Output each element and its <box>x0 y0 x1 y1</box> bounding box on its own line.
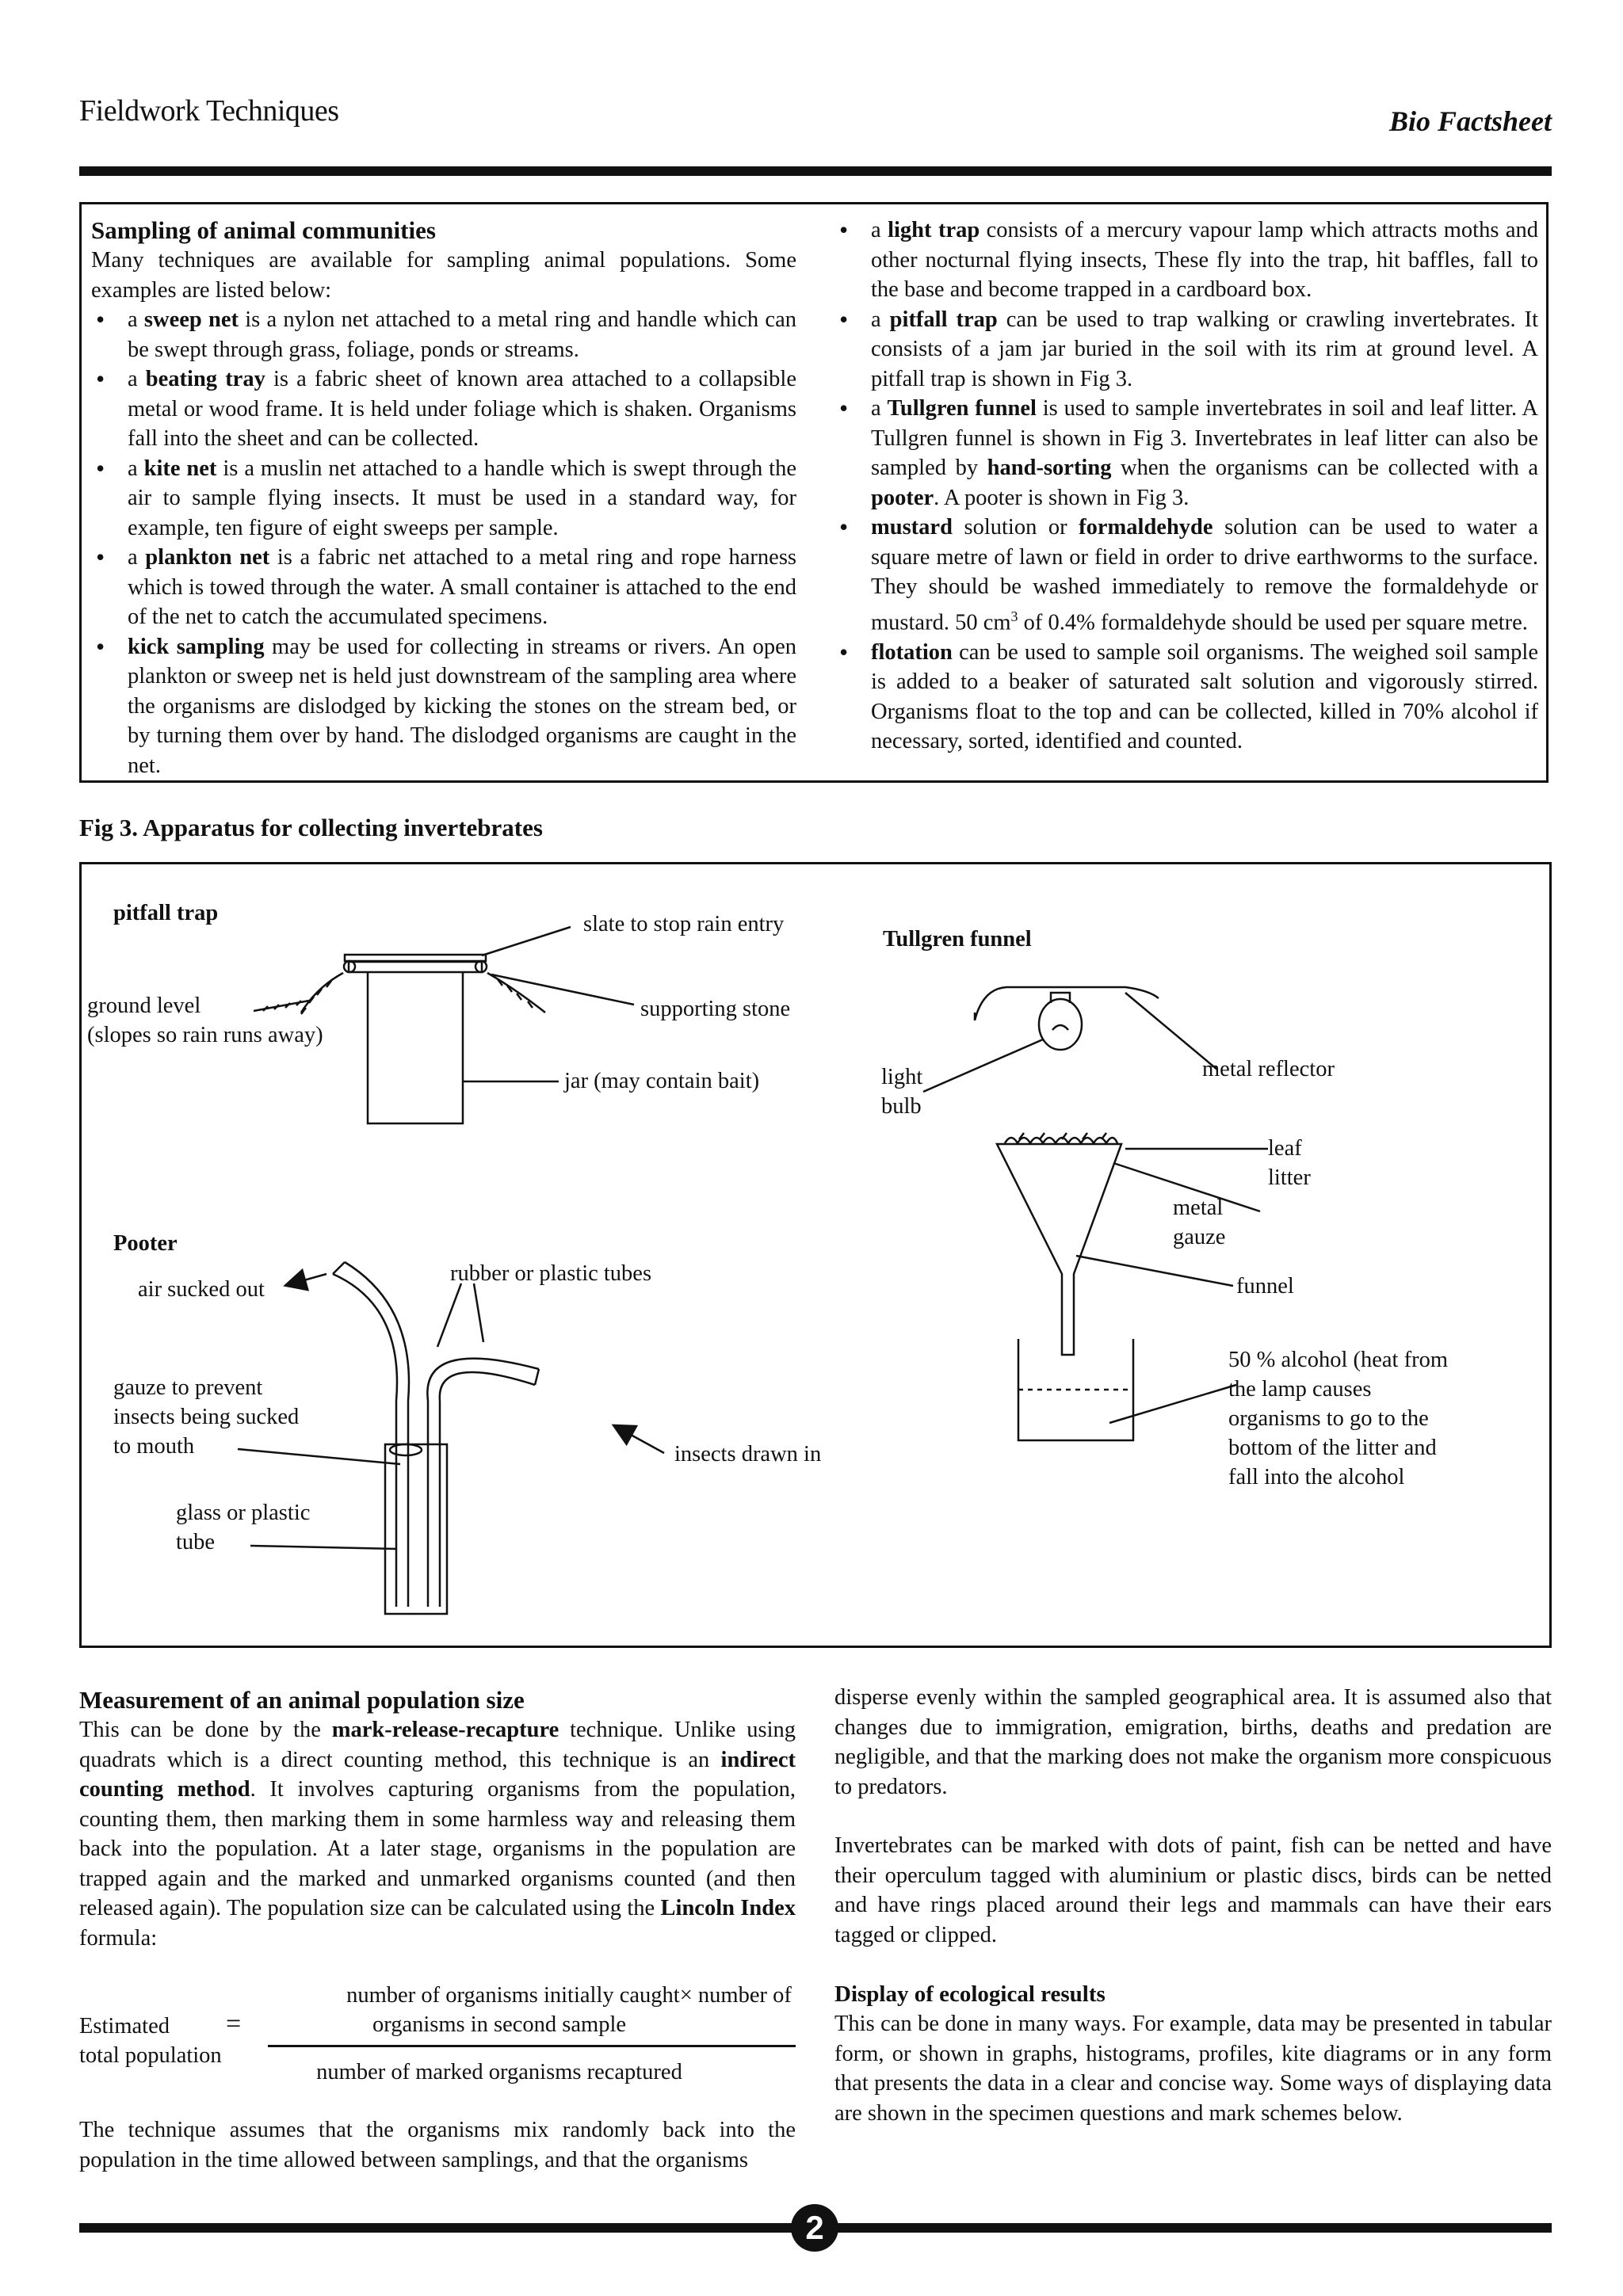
formula-left-1: Estimated <box>79 2014 170 2039</box>
sampling-list-left <box>91 305 796 780</box>
label-funnel: funnel <box>1236 1274 1294 1299</box>
measurement-paragraph-2: The technique assumes that the organisms mix randomly back into the population in the time allowed between samplings, and that the organisms <box>79 2118 796 2172</box>
label-air-sucked-out: air sucked out <box>138 1277 265 1302</box>
sampling-intro: Many techniques are available for sampling animal populations. Some examples are listed below: <box>91 248 796 303</box>
measurement-paragraph-3: disperse evenly within the sampled geographical area. It is assumed also that changes due to immigration, emigration, births, deaths and predation are negligible, and that the marking does not make the organism more conspicuous to predators. <box>834 1685 1552 1799</box>
label-ground-slopes: (slopes so rain runs away) <box>87 1023 323 1047</box>
list-item-beating-tray: • a beating tray is a fabric sheet of known area attached to a collapsible metal or wood frame. It is held under foliage which is shaken. Organisms fall into the sheet and can be collected. <box>91 364 796 454</box>
display-paragraph: This can be done in many ways. For example, data may be presented in tabular form, or shown in graphs, histograms, profiles, kite diagrams or in any form that presents the data in a clear and concise way. Some ways of displaying data are shown in the specimen questions and mark schemes below. <box>834 2012 1552 2126</box>
label-light-bulb-1: light <box>881 1065 923 1089</box>
formula-numerator-2: organisms in second sample <box>372 2012 627 2037</box>
label-metal-reflector: metal reflector <box>1202 1057 1335 1081</box>
sampling-list-right <box>834 215 1538 757</box>
label-gauze-1: gauze to prevent <box>113 1375 263 1400</box>
formula-equals: = <box>226 2009 242 2039</box>
figure-title: Fig 3. Apparatus for collecting invertebrates <box>79 814 543 841</box>
label-gauze-2: insects being sucked <box>113 1405 300 1429</box>
label-glass-tube-2: tube <box>176 1530 216 1554</box>
list-item-kite-net: • a kite net is a muslin net attached to a handle which is swept through the air to sample flying insects. It must be used in a standard way, for example, ten figure of eight sweeps per sample. <box>91 454 796 543</box>
formula-fraction-bar <box>268 2045 796 2047</box>
measurement-title: Measurement of an animal population size <box>79 1686 525 1714</box>
formula-denominator: number of marked organisms recaptured <box>316 2060 682 2084</box>
label-pitfall-heading: pitfall trap <box>113 901 219 925</box>
label-supporting-stone: supporting stone <box>640 997 791 1021</box>
sampling-title: Sampling of animal communities <box>91 216 436 244</box>
display-title: Display of ecological results <box>834 1981 1106 2007</box>
apparatus-diagram <box>79 862 1552 1648</box>
measurement-paragraph-4: Invertebrates can be marked with dots of paint, fish can be netted and have their operculum tagged with aluminium or plastic discs, birds can be netted and have rings placed around their legs and mammals can have their ears tagged or clipped. <box>834 1833 1552 1947</box>
list-item-mustard: • mustard solution or formaldehyde solution can be used to water a square metre of lawn or field in order to drive earthworms to the surface. They should be washed immediately to remove the formaldehyde or mustard. 50 $cm^3$ of 0.4% formaldehyde should be used per square metre. <box>834 513 1538 638</box>
measurement-right-column <box>834 1683 1552 2128</box>
header-brand: Bio Factsheet <box>1389 105 1552 137</box>
formula-left-2: total population <box>79 2043 222 2068</box>
label-insects-drawn-in: insects drawn in <box>674 1442 822 1466</box>
page-number: 2 <box>791 2204 838 2252</box>
sampling-left-column <box>91 215 796 780</box>
label-alcohol-1: 50 % alcohol (heat from <box>1228 1348 1448 1372</box>
formula-numerator-1: number of organisms initially caught× number of <box>346 1983 792 2008</box>
measurement-paragraph-1: This can be done by the mark-release-recapture technique. Unlike using quadrats which is a direct counting method, this technique is an indirect counting method. It involves capturing organisms from the population, counting them, then marking them in some harmless way and releasing them back into the population. At a later stage, organisms in the population are trapped again and the marked and unmarked organisms counted (and then released again). The population size can be calculated using the Lincoln Index formula: <box>79 1718 796 1951</box>
label-alcohol-5: fall into the alcohol <box>1228 1465 1405 1489</box>
sampling-right-column <box>834 215 1538 757</box>
header-rule <box>79 166 1552 176</box>
label-metal-gauze-2: gauze <box>1173 1225 1226 1249</box>
list-item-light-trap: • a light trap consists of a mercury vapour lamp which attracts moths and other nocturnal flying insects, These fly into the trap, hit baffles, fall to the base and become trapped in a cardboard box. <box>834 215 1538 305</box>
measurement-column <box>79 1685 796 1953</box>
label-rubber-tubes: rubber or plastic tubes <box>450 1261 652 1286</box>
label-alcohol-4: bottom of the litter and <box>1228 1436 1437 1460</box>
label-jar: jar (may contain bait) <box>564 1069 760 1093</box>
list-item-tullgren-funnel: • a Tullgren funnel is used to sample invertebrates in soil and leaf litter. A Tullgren funnel is shown in Fig 3. Invertebrates in leaf litter can also be sampled by hand-sorting when the organisms can be collected with a pooter. A pooter is shown in Fig 3. <box>834 394 1538 513</box>
list-item-plankton-net: • a plankton net is a fabric net attached to a metal ring and rope harness which is towed through the water. A small container is attached to the end of the net to catch the accumulated specimens. <box>91 543 796 632</box>
label-tullgren-heading: Tullgren funnel <box>883 927 1032 952</box>
label-glass-tube-1: glass or plastic <box>176 1501 311 1525</box>
lincoln-index-formula <box>79 1981 796 2100</box>
label-alcohol-2: the lamp causes <box>1228 1377 1372 1402</box>
label-leaf-litter-2: litter <box>1268 1165 1311 1190</box>
label-slate: slate to stop rain entry <box>583 912 785 936</box>
list-item-kick-sampling: • kick sampling may be used for collecting in streams or rivers. An open plankton or sweep net is held just downstream of the sampling area where the organisms are dislodged by kicking the stones on the stream bed, or by turning them over by hand. The dislodged organisms are caught in the net. <box>91 632 796 781</box>
list-item-pitfall-trap: • a pitfall trap can be used to trap walking or crawling invertebrates. It consists of a jam jar buried in the soil with its rim at ground level. A pitfall trap is shown in Fig 3. <box>834 305 1538 395</box>
label-metal-gauze-1: metal <box>1173 1196 1224 1220</box>
label-leaf-litter-1: leaf <box>1268 1136 1302 1161</box>
label-ground-level: ground level <box>87 994 201 1018</box>
label-pooter-heading: Pooter <box>113 1231 178 1256</box>
header-title: Fieldwork Techniques <box>79 94 339 128</box>
label-gauze-3: to mouth <box>113 1434 195 1459</box>
label-alcohol-3: organisms to go to the <box>1228 1406 1429 1431</box>
list-item-flotation: • flotation can be used to sample soil organisms. The weighed soil sample is added to a beaker of saturated salt solution and vigorously stirred. Organisms float to the top and can be collected, killed in 70% alcohol if necessary, sorted, identified and counted. <box>834 638 1538 757</box>
label-light-bulb-2: bulb <box>881 1094 922 1119</box>
list-item-sweep-net: • a sweep net is a nylon net attached to a metal ring and handle which can be swept through grass, foliage, ponds or streams. <box>91 305 796 364</box>
pooter-drawing <box>238 1262 664 1614</box>
